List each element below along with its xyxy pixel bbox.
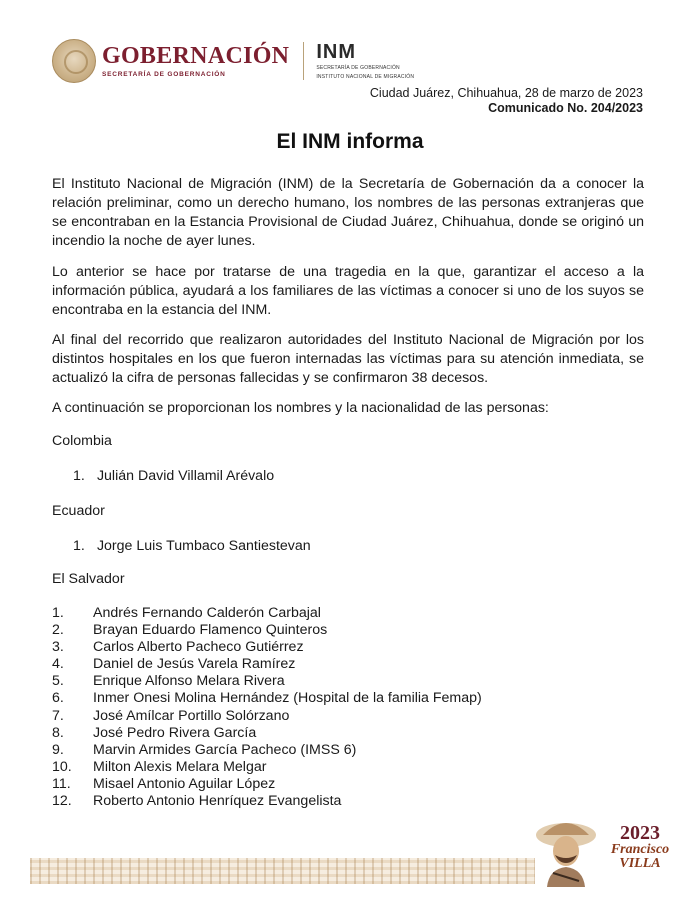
- list-item-number: 7.: [52, 707, 64, 724]
- gobernacion-subtitle: SECRETARÍA DE GOBERNACIÓN: [102, 71, 226, 78]
- list-item-name: Brayan Eduardo Flamenco Quinteros: [93, 622, 328, 639]
- list-item: [73, 538, 311, 554]
- paragraph-4: A continuación se proporcionan los nombres y la nacionalidad de las personas:: [52, 400, 549, 416]
- list-item-name: Marvin Armides García Pacheco (IMSS 6): [93, 741, 357, 758]
- list-item-name: Andrés Fernando Calderón Carbajal: [93, 605, 321, 621]
- list-item-name: Daniel de Jesús Varela Ramírez: [93, 656, 296, 673]
- list-item-number: 8.: [52, 724, 64, 741]
- list-item-name: José Amílcar Portillo Solórzano: [93, 707, 290, 724]
- list-item-name: Enrique Alfonso Melara Rivera: [93, 673, 285, 690]
- list-item-name: Milton Alexis Melara Melgar: [93, 758, 267, 775]
- country-heading-ecuador: Ecuador: [52, 503, 105, 519]
- mexican-coat-of-arms-seal: [52, 39, 96, 83]
- villa-year: 2023: [620, 822, 660, 844]
- inm-subtitle-1: SECRETARÍA DE GOBERNACIÓN: [316, 65, 400, 71]
- villa-name-line1: Francisco: [610, 842, 670, 857]
- country-heading-el-salvador: El Salvador: [52, 571, 125, 587]
- list-item-name: José Pedro Rivera García: [93, 724, 257, 741]
- list-item: [52, 673, 482, 690]
- decorative-footer-band: [30, 858, 535, 884]
- list-item: [52, 708, 482, 725]
- list-item-number: 1.: [73, 468, 85, 484]
- list-item: [52, 759, 482, 776]
- list-item-number: 12.: [52, 793, 72, 810]
- paragraph-3: Al final del recorrido que realizaron autoridades del Instituto Nacional de Migración por los distintos hospitales en los que fueron internadas las víctimas para su atención inmediata, se actualizó la cifra de personas fallecidas y se confirmaron 38 decesos.: [52, 332, 644, 386]
- list-item: [52, 776, 482, 793]
- francisco-villa-portrait-icon: [533, 815, 599, 887]
- list-item-name: Roberto Antonio Henríquez Evangelista: [93, 793, 342, 810]
- list-item-name: Misael Antonio Aguilar López: [93, 775, 276, 792]
- list-item-number: 2.: [52, 622, 64, 639]
- document-header: [52, 38, 414, 84]
- communique-number: Comunicado No. 204/2023: [488, 101, 643, 115]
- list-item-number: 9.: [52, 741, 64, 758]
- list-item-number: 6.: [52, 690, 64, 707]
- list-item-number: 3.: [52, 639, 64, 656]
- country-heading-colombia: Colombia: [52, 433, 112, 449]
- place-date: Ciudad Juárez, Chihuahua, 28 de marzo de 2023: [369, 86, 643, 100]
- paragraph-1: El Instituto Nacional de Migración (INM) de la Secretaría de Gobernación da a conocer la relación preliminar, como un derecho humano, los nombres de las personas extranjeras que se encontraban en la Estancia Provisional de Ciudad Juárez, Chihuahua, donde se originó un incendio la noche de ayer lunes.: [52, 176, 644, 249]
- list-item: [52, 622, 482, 639]
- list-item: [52, 725, 482, 742]
- francisco-villa-2023-logo: [600, 823, 680, 871]
- inm-logo-text: INM: [316, 41, 356, 63]
- document-title: El INM informa: [276, 130, 424, 153]
- list-item-number: 5.: [52, 673, 64, 690]
- dateline: [370, 86, 643, 116]
- list-item: [52, 742, 482, 759]
- list-item: [52, 690, 482, 707]
- list-item-name: Jorge Luis Tumbaco Santiestevan: [96, 538, 311, 554]
- gobernacion-title: GOBERNACIÓN: [102, 43, 290, 69]
- list-item: [52, 793, 482, 810]
- list-item-number: 10.: [52, 758, 72, 775]
- el-salvador-victims-list: [52, 605, 482, 810]
- list-item-number: 1.: [52, 605, 64, 621]
- logo-divider: [303, 42, 304, 80]
- list-item: [52, 605, 482, 622]
- list-item: [73, 468, 274, 484]
- list-item-name: Carlos Alberto Pacheco Gutiérrez: [93, 639, 304, 656]
- paragraph-2: Lo anterior se hace por tratarse de una tragedia en la que, garantizar el acceso a la información pública, ayudará a los familiares de las víctimas a conocer si uno de los suyos se encontraba en la estancia del INM.: [52, 264, 644, 318]
- list-item-number: 1.: [73, 538, 85, 554]
- list-item-name: Inmer Onesi Molina Hernández (Hospital de la familia Femap): [93, 690, 482, 707]
- list-item-number: 4.: [52, 656, 64, 673]
- list-item-name: Julián David Villamil Arévalo: [96, 468, 275, 484]
- inm-subtitle-2: INSTITUTO NACIONAL DE MIGRACIÓN: [316, 74, 415, 80]
- list-item-number: 11.: [52, 775, 71, 792]
- list-item: [52, 656, 482, 673]
- list-item: [52, 639, 482, 656]
- villa-name-line2: VILLA: [619, 856, 661, 871]
- inm-logo: [316, 42, 414, 80]
- gobernacion-logo: [102, 44, 289, 78]
